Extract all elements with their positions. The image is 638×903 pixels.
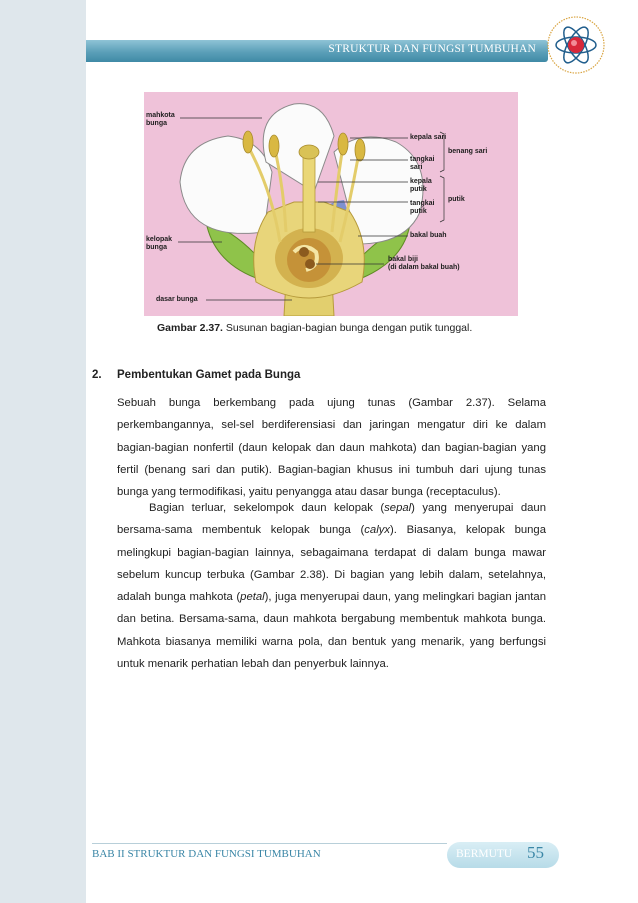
paragraph-1: Sebuah bunga berkembang pada ujung tunas (Gambar 2.37). Selama perkembangannya, sel-sel berdiferensiasi dan jaringan mengatur diri ke dalam bagian-bagian nonfertil (daun kelopak dan daun mahkota) dan bagian-bagian yang fertil (benang sari dan putik). Bagian-bagian khusus ini tumbuh dari ujung tunas bunga yang termodifikasi, yaitu penyangga atau dasar bunga (receptaculus). bbox=[117, 397, 546, 499]
footer-rule bbox=[92, 843, 447, 844]
section-title: Pembentukan Gamet pada Bunga bbox=[117, 369, 301, 381]
footer-chapter: BAB II STRUKTUR DAN FUNGSI TUMBUHAN bbox=[92, 848, 321, 860]
label-kepala-putik: kepala putik bbox=[410, 178, 432, 193]
header-bar bbox=[86, 40, 548, 62]
term-petal: petal bbox=[240, 591, 265, 604]
bermutu-logo-icon bbox=[545, 14, 607, 76]
flower-diagram bbox=[144, 92, 518, 316]
label-tangkai-sari: tangkai sari bbox=[410, 156, 435, 171]
caption-number: Gambar 2.37. bbox=[157, 322, 223, 334]
p2-text-b: ) yang menyerupai daun bersama-sama membentuk kelopak bunga ( bbox=[117, 502, 546, 537]
label-putik: putik bbox=[448, 196, 465, 203]
footer-brand: BERMUTU bbox=[456, 848, 513, 860]
label-tangkai-putik: tangkai putik bbox=[410, 200, 435, 215]
term-calyx: calyx bbox=[364, 524, 391, 537]
flower-illustration bbox=[144, 92, 518, 316]
p2-text-d: ), juga menyerupai daun, yang melingkari bagian jantan dan betina. Bersama-sama, daun mahkota bergabung membentuk mahkota bunga. Mahkota biasanya memiliki warna pola, dan bentuk yang menarik, yang berfungsi untuk menarik perhatian lebah dan penyerbuk lainnya. bbox=[117, 591, 546, 671]
label-dasar-bunga: dasar bunga bbox=[156, 296, 198, 303]
term-sepal: sepal bbox=[384, 502, 412, 514]
label-bakal-buah: bakal buah bbox=[410, 232, 447, 239]
left-margin-band bbox=[0, 0, 86, 903]
label-mahkota-bunga: mahkota bunga bbox=[146, 112, 175, 127]
p2-text-c: ). Biasanya, kelopak bunga melingkupi bagian-bagian lainnya, sebagaimana terdapat di dalam bunga mawar sebelum kuncup terbuka (Gambar 2.38). Di bagian yang lebih dalam, setelahnya, adalah bunga mahkota ( bbox=[117, 524, 546, 604]
header-title: STRUKTUR DAN FUNGSI TUMBUHAN bbox=[328, 43, 536, 55]
figure-caption bbox=[157, 322, 472, 334]
caption-text: Susunan bagian-bagian bunga dengan putik tunggal. bbox=[222, 322, 473, 334]
label-benang-sari: benang sari bbox=[448, 148, 488, 155]
p2-text-a: Bagian terluar, sekelompok daun kelopak ( bbox=[149, 502, 385, 514]
section-number: 2. bbox=[92, 369, 102, 381]
label-kepala-sari: kepala sari bbox=[410, 134, 447, 141]
label-bakal-biji: bakal biji (di dalam bakal buah) bbox=[388, 256, 460, 271]
label-kelopak-bunga: kelopak bunga bbox=[146, 236, 173, 251]
paragraph-2 bbox=[117, 497, 546, 675]
page-number: 55 bbox=[527, 843, 544, 862]
